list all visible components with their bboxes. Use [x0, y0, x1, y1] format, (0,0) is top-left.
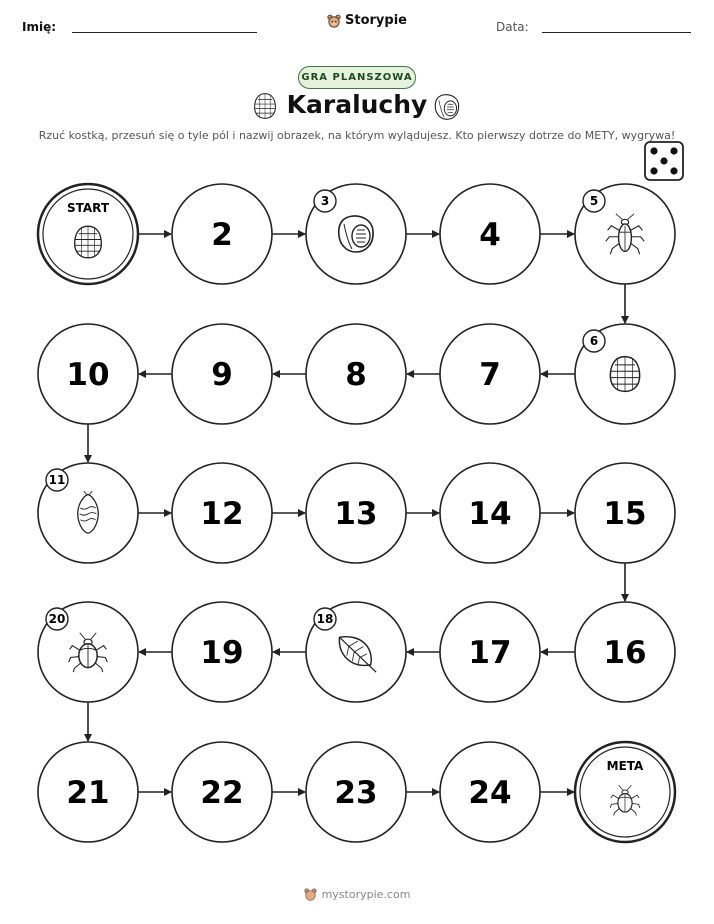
cell-number: 14	[468, 496, 512, 532]
egg-case-icon	[339, 216, 373, 252]
board-cell-25[interactable]	[575, 742, 675, 842]
board-cell-14[interactable]	[440, 463, 540, 563]
cell-number: 16	[603, 635, 647, 671]
board-cell-16[interactable]	[575, 602, 675, 702]
dice-pip	[650, 147, 657, 154]
cell-number: 5	[589, 194, 599, 208]
footer	[0, 888, 714, 901]
board-cell-18[interactable]	[306, 602, 406, 702]
cell-number: 21	[66, 775, 110, 811]
page-title: Karaluchy	[286, 90, 428, 119]
cell-number: 23	[334, 775, 378, 811]
board-cell-6[interactable]	[575, 324, 675, 424]
board-cell-10[interactable]	[38, 324, 138, 424]
cell-number: 17	[468, 635, 512, 671]
cell-number: 3	[320, 194, 330, 208]
bear-icon	[304, 888, 317, 901]
title-egg-icon	[255, 94, 276, 119]
board-cell-7[interactable]	[440, 324, 540, 424]
board-cell-23[interactable]	[306, 742, 406, 842]
board-cell-4[interactable]	[440, 184, 540, 284]
board-cell-11[interactable]	[38, 463, 138, 563]
dice-icon	[645, 142, 683, 180]
board-cells	[38, 184, 675, 842]
board-cell-17[interactable]	[440, 602, 540, 702]
board-cell-24[interactable]	[440, 742, 540, 842]
board-cell-3[interactable]	[306, 184, 406, 284]
board-cell-20[interactable]	[38, 602, 138, 702]
cell-number: 7	[479, 357, 501, 393]
category-badge: GRA PLANSZOWA	[298, 66, 416, 89]
board-cell-19[interactable]	[172, 602, 272, 702]
board-cell-22[interactable]	[172, 742, 272, 842]
name-label: Imię:	[22, 20, 57, 34]
cell-label: START	[66, 201, 110, 215]
cockroach-egg-icon	[75, 226, 102, 258]
cell-number: 4	[479, 217, 501, 253]
cell-number: 15	[603, 496, 647, 532]
dice-pip	[660, 157, 667, 164]
cell-number: 9	[211, 357, 233, 393]
cell-number: 11	[48, 473, 66, 487]
cell-number: 6	[589, 334, 599, 348]
board-cell-13[interactable]	[306, 463, 406, 563]
cell-label: META	[606, 759, 644, 773]
dice-pip	[670, 147, 677, 154]
cell-number: 12	[200, 496, 244, 532]
board-cell-5[interactable]	[575, 184, 675, 284]
board-cell-9[interactable]	[172, 324, 272, 424]
cell-number: 2	[211, 217, 233, 253]
title-egg-case-icon	[435, 95, 458, 120]
cell-number: 13	[334, 496, 378, 532]
board-cell-1[interactable]	[38, 184, 138, 284]
cockroach-egg-icon	[610, 357, 639, 392]
board-cell-21[interactable]	[38, 742, 138, 842]
cell-number: 18	[316, 612, 334, 626]
cell-number: 19	[200, 635, 244, 671]
instructions: Rzuć kostką, przesuń się o tyle pól i nazwij obrazek, na którym wylądujesz. Kto pierwszy dotrze do METY, wygrywa!	[38, 129, 676, 142]
dice-pip	[650, 167, 657, 174]
date-label: Data:	[496, 20, 529, 34]
cell-number: 22	[200, 775, 244, 811]
board-cell-8[interactable]	[306, 324, 406, 424]
board-cell-12[interactable]	[172, 463, 272, 563]
cell-number: 10	[66, 357, 110, 393]
footer-url: mystorypie.com	[321, 888, 411, 901]
board-cell-15[interactable]	[575, 463, 675, 563]
dice-pip	[670, 167, 677, 174]
brand-name: Storypie	[345, 13, 407, 28]
cell-number: 20	[48, 612, 66, 626]
cell-number: 8	[345, 357, 367, 393]
cell-number: 24	[468, 775, 512, 811]
board-cell-2[interactable]	[172, 184, 272, 284]
